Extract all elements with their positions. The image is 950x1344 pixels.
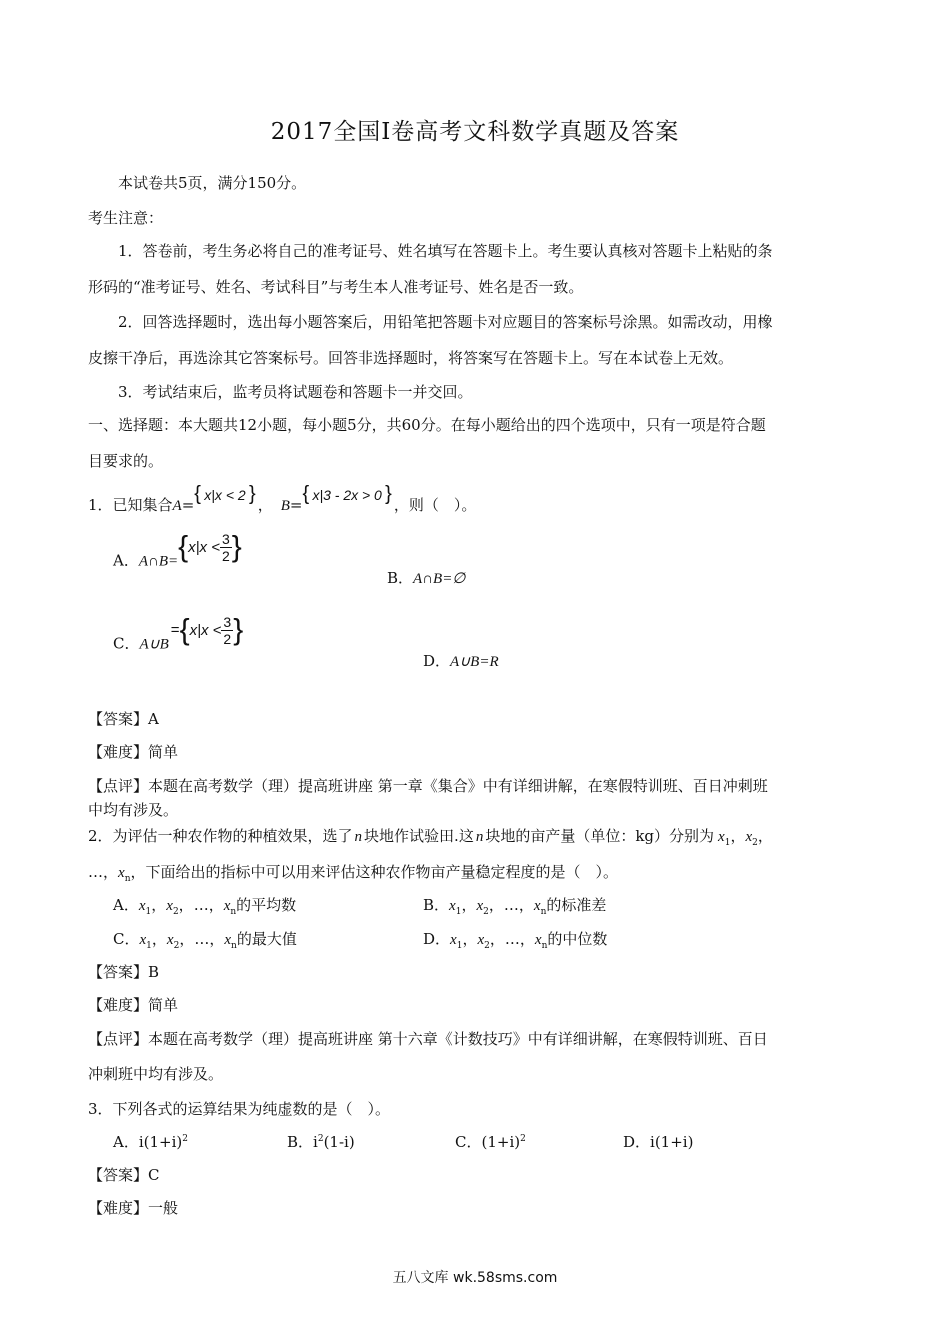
q2-option-d-x1: x xyxy=(450,932,457,948)
q1-option-b-label: B． xyxy=(387,569,414,587)
q2-option-c-ellipsis: … xyxy=(194,930,210,948)
q2-option-b-label: B． xyxy=(423,896,450,914)
q1-option-d-label: D． xyxy=(423,652,451,670)
q2-option-d-xn: x xyxy=(534,932,542,948)
q2-option-a-sub2: 2 xyxy=(172,907,179,917)
notice-heading: 考生注意： xyxy=(88,209,164,227)
section-heading-line-2: 目要求的。 xyxy=(88,452,164,470)
q2-option-b-text: 的标准差 xyxy=(546,896,607,914)
q1-option-a-frac-den: 2 xyxy=(221,548,230,564)
q1-option-c: C．A∪B={x|x < $\frac{3}{2}$ } xyxy=(113,613,244,653)
q2-option-c xyxy=(113,928,297,951)
q2-x1-sub: 1 xyxy=(724,838,731,848)
q3-option-a-text: A．i(1+i) xyxy=(113,1133,183,1151)
q2-option-b-sep3: ， xyxy=(518,896,534,914)
q2-x2-sub: 2 xyxy=(752,838,758,848)
q2-option-d-x2: x xyxy=(477,932,485,948)
q2-option-c-xn: x xyxy=(224,932,232,948)
q3-option-b xyxy=(287,1131,355,1152)
q2-option-a-x1: x xyxy=(138,898,146,914)
q2-option-d-subn: n xyxy=(541,941,548,951)
q2-n-1: n xyxy=(354,829,363,845)
q1-option-c-eq: = xyxy=(170,621,180,639)
q2-x2: x xyxy=(745,829,753,845)
notice-2-line-2: 皮擦干净后，再选涂其它答案标号。回答非选择题时，将答案写在答题卡上。写在本试卷上无效。 xyxy=(88,349,734,367)
q1-comment-line-1: 【点评】本题在高考数学（理）提高班讲座 第一章《集合》中有详细讲解，在寒假特训班、百日冲刺班 xyxy=(88,777,768,795)
q2-option-c-sub1: 1 xyxy=(146,941,152,951)
q2-option-a-subn: n xyxy=(230,907,237,917)
q3-option-c-text: C．(1+i) xyxy=(455,1133,521,1151)
q2-stem-line-1 xyxy=(88,825,773,848)
q1-stem: 1．已知集合A={ x|x < 2 }， B={ x|3 - 2x > 0 }，则（ ）。 xyxy=(88,494,476,515)
q1-option-b xyxy=(387,567,465,588)
q2-option-c-sep3: ， xyxy=(209,930,225,948)
q2-answer: 【答案】B xyxy=(88,963,160,981)
q2-sep-1: ， xyxy=(730,827,746,845)
q2-option-c-subn: n xyxy=(231,941,237,951)
q2-option-c-sep1: ， xyxy=(151,930,167,948)
q1-option-a-expr: A∩B= xyxy=(138,553,179,570)
q2-option-c-text: 的最大值 xyxy=(236,930,297,948)
q3-option-a xyxy=(113,1131,188,1152)
q2-option-c-sep2: ， xyxy=(179,930,195,948)
q2-option-a-label: A． xyxy=(113,896,139,914)
q1-set-a: { x|x < 2 } xyxy=(200,487,249,503)
q2-comment-line-1: 【点评】本题在高考数学（理）提高班讲座 第十六章《计数技巧》中有详细讲解，在寒假特训班、百日 xyxy=(88,1030,768,1048)
q2-option-b-ellipsis: … xyxy=(503,896,519,914)
q2-option-a-ellipsis: … xyxy=(193,896,209,914)
q1-option-c-set: x|x < xyxy=(189,622,222,639)
q2-option-b-sep2: ， xyxy=(488,896,504,914)
q2-option-a-sep2: ， xyxy=(178,896,194,914)
q3-option-d: D．i(1+i) xyxy=(623,1133,694,1151)
notice-2-line-1: 2．回答选择题时，选出每小题答案后，用铅笔把答题卡对应题目的答案标号涂黑。如需改动，用橡 xyxy=(118,313,773,331)
q1-option-b-expr: A∩B=∅ xyxy=(413,571,466,587)
q3-option-c-sup: 2 xyxy=(520,1134,526,1144)
q2-option-d-label: D． xyxy=(423,930,451,948)
q1-set-b: { x|3 - 2x > 0 } xyxy=(308,487,385,503)
page-title: 2017全国Ⅰ卷高考文科数学真题及答案 xyxy=(270,119,680,145)
q3-option-b-text-2: (1-i) xyxy=(323,1133,355,1151)
q1-comment-line-2: 中均有涉及。 xyxy=(88,801,179,819)
notice-1-line-1: 1．答卷前，考生务必将自己的准考证号、姓名填写在答题卡上。考生要认真核对答题卡上粘贴的条 xyxy=(118,242,773,260)
q2-option-a-xn: x xyxy=(223,898,231,914)
intro-text: 本试卷共5页，满分150分。 xyxy=(118,174,307,192)
q1-option-d-expr: A∪B=R xyxy=(450,654,499,670)
q2-comment-line-2: 冲刺班中均有涉及。 xyxy=(88,1065,224,1083)
q2-stem-part-4: ，下面给出的指标中可以用来评估这种农作物亩产量稳定程度的是（ ）。 xyxy=(130,863,618,881)
q1-set-b-name: B xyxy=(280,498,290,514)
q2-option-a xyxy=(113,894,296,917)
q2-option-d-sub1: 1 xyxy=(456,941,463,951)
q2-option-a-sub1: 1 xyxy=(145,907,152,917)
q2-stem-part-1: 2．为评估一种农作物的种植效果，选了 xyxy=(88,827,353,845)
q1-difficulty: 【难度】简单 xyxy=(88,743,179,761)
q1-suffix: ，则（ ）。 xyxy=(393,496,477,514)
q1-option-c-expr: A∪B xyxy=(139,636,169,653)
q2-option-d-text: 的中位数 xyxy=(547,930,608,948)
q1-answer: 【答案】A xyxy=(88,710,159,728)
q2-option-d-sub2: 2 xyxy=(484,941,490,951)
q2-sep-3: ， xyxy=(103,863,119,881)
q2-stem-line-2 xyxy=(88,861,618,884)
q3-option-a-sup: 2 xyxy=(182,1134,188,1144)
q1-option-c-frac-num: 3 xyxy=(223,614,232,630)
q2-option-c-x2: x xyxy=(166,932,174,948)
q1-option-a: A．A∩B={x|x < $\frac{3}{2}$ } xyxy=(113,530,242,570)
q2-option-a-x2: x xyxy=(166,898,173,914)
q2-option-b-x1: x xyxy=(449,898,456,914)
q2-stem-part-3: 块地的亩产量（单位：kg）分别为 xyxy=(485,827,715,845)
q2-option-a-text: 的平均数 xyxy=(236,896,297,914)
q2-option-b-sub2: 2 xyxy=(483,907,489,917)
q2-sep-2: ， xyxy=(757,827,773,845)
q2-option-b-x2: x xyxy=(476,898,484,914)
q2-option-c-x1: x xyxy=(139,932,147,948)
q1-option-a-label: A． xyxy=(113,551,139,570)
q1-option-c-label: C． xyxy=(113,634,140,653)
q2-stem-part-2: 块地作试验田.这 xyxy=(364,827,474,845)
q1-option-d xyxy=(423,650,499,671)
q3-answer: 【答案】C xyxy=(88,1166,160,1184)
q3-option-b-sup: 2 xyxy=(317,1134,324,1144)
q2-xn-sub: n xyxy=(124,874,131,884)
q3-option-c xyxy=(455,1131,526,1152)
q2-option-d xyxy=(423,928,607,951)
q2-option-d-sep3: ， xyxy=(519,930,535,948)
q2-option-c-label: C． xyxy=(113,930,140,948)
q2-x1: x xyxy=(718,829,725,845)
q1-option-a-frac-num: 3 xyxy=(221,531,230,547)
q2-option-a-sep3: ， xyxy=(208,896,224,914)
q2-difficulty: 【难度】简单 xyxy=(88,996,179,1014)
q3-option-b-text-1: B．i xyxy=(287,1133,318,1151)
q2-option-d-ellipsis: … xyxy=(504,930,520,948)
q2-option-b-sep1: ， xyxy=(461,896,477,914)
q1-prefix: 1．已知集合 xyxy=(88,496,173,514)
footer-watermark[interactable]: 五八文库 wk.58sms.com xyxy=(392,1270,558,1286)
q2-xn: x xyxy=(118,865,125,881)
q1-set-a-name: A xyxy=(172,498,182,514)
q2-n-2: n xyxy=(475,829,484,845)
q2-option-b-subn: n xyxy=(540,907,547,917)
q3-difficulty: 【难度】一般 xyxy=(88,1199,179,1217)
q2-option-c-sub2: 2 xyxy=(173,941,180,951)
q2-ellipsis: … xyxy=(88,863,103,881)
q2-option-d-sep2: ， xyxy=(489,930,505,948)
q2-option-b xyxy=(423,894,606,917)
q2-option-b-xn: x xyxy=(533,898,541,914)
q1-option-c-frac-den: 2 xyxy=(223,631,232,647)
q2-option-a-sep1: ， xyxy=(151,896,167,914)
notice-1-line-2: 形码的“准考证号、姓名、考试科目”与考生本人准考证号、姓名是否一致。 xyxy=(88,278,584,296)
section-heading-line-1: 一、选择题：本大题共12小题，每小题5分，共60分。在每小题给出的四个选项中，只有一项是符合题 xyxy=(88,416,766,434)
q3-stem: 3．下列各式的运算结果为纯虚数的是（ ）。 xyxy=(88,1100,391,1118)
q1-option-a-set: x|x < xyxy=(188,539,220,556)
q2-option-d-sep1: ， xyxy=(462,930,478,948)
notice-3: 3．考试结束后，监考员将试题卷和答题卡一并交回。 xyxy=(118,383,473,401)
q2-option-b-sub1: 1 xyxy=(455,907,462,917)
